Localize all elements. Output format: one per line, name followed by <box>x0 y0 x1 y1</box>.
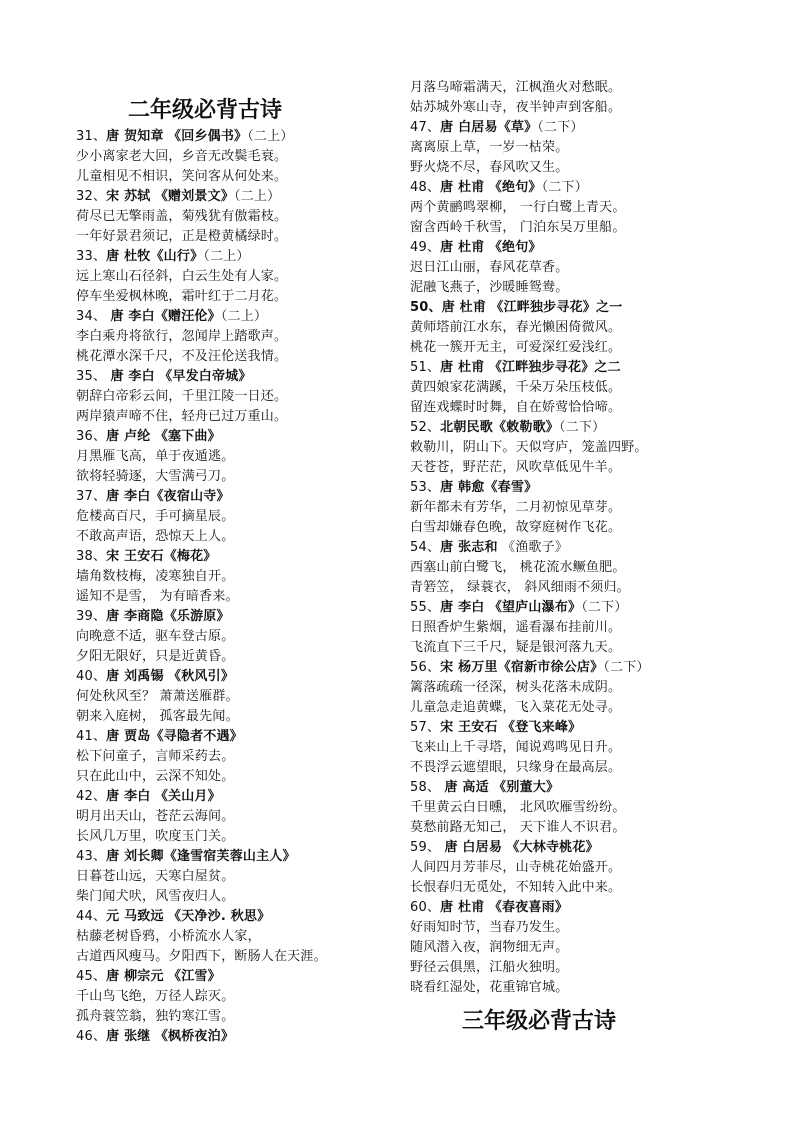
poem-line: 儿童急走追黄蝶，飞入菜花无处寻。 <box>410 700 622 715</box>
poem-line: 长风几万里，吹度玉门关。 <box>76 829 235 844</box>
poem-line: 泥融飞燕子，沙暖睡鸳鸯。 <box>410 280 569 295</box>
poem-line: 朝来入庭树， 孤客最先闻。 <box>76 709 239 724</box>
poem-line: 野径云俱黑，江船火独明。 <box>410 960 569 975</box>
poem-line: 古道西风瘦马。夕阳西下，断肠人在天涯。 <box>76 949 327 964</box>
poem-line: 白雪却嫌春色晚，故穿庭树作飞花。 <box>410 520 622 535</box>
poem-heading: 53、唐 韩愈《春雪》 <box>410 480 538 495</box>
poem-heading: 41、唐 贾岛《寻隐者不遇》 <box>76 729 243 744</box>
poem-heading: 49、唐 杜甫 《绝句》 <box>410 240 542 255</box>
poem-line: 李白乘舟将欲行，忽闻岸上踏歌声。 <box>76 329 288 344</box>
poem-line: 黄师塔前江水东，春光懒困倚微风。 <box>410 320 622 335</box>
poem-heading: 57、宋 王安石 《登飞来峰》 <box>410 720 582 735</box>
poem-line: 莫愁前路无知己， 天下谁人不识君。 <box>410 820 626 835</box>
poem-line: 千里黄云白日曛， 北风吹雁雪纷纷。 <box>410 800 626 815</box>
section-title-grade2: 二年级必背古诗 <box>128 97 283 123</box>
poem-heading: 56、宋 杨万里《宿新市徐公店》（二下） <box>410 660 650 675</box>
poem-heading: 38、宋 王安石《梅花》 <box>76 549 217 564</box>
poem-line: 随风潜入夜，润物细无声。 <box>410 940 569 955</box>
poem-heading: 44、元 马致远 《天净沙. 秋思》 <box>76 909 271 924</box>
poem-line: 停车坐爱枫林晚，霜叶红于二月花。 <box>76 289 288 304</box>
poem-line: 月落乌啼霜满天，江枫渔火对愁眠。 <box>410 80 622 95</box>
poem-line: 少小离家老大回，乡音无改鬓毛衰。 <box>76 149 288 164</box>
poem-line: 晓看红湿处，花重锦官城。 <box>410 980 569 995</box>
poem-heading: 59、 唐 白居易 《大林寺桃花》 <box>410 840 599 855</box>
poem-heading: 54、唐 张志和 《渔歌子》 <box>410 540 569 555</box>
poem-line: 飞来山上千寻塔，闻说鸡鸣见日升。 <box>410 740 622 755</box>
poem-heading: 47、唐 白居易《草》（二下） <box>410 120 584 135</box>
poem-line: 离离原上草，一岁一枯荣。 <box>410 140 569 155</box>
poem-line: 青箬笠， 绿蓑衣， 斜风细雨不须归。 <box>410 580 630 595</box>
poem-line: 孤舟蓑笠翁，独钓寒江雪。 <box>76 1009 235 1024</box>
poem-heading: 51、唐 杜甫 《江畔独步寻花》之二 <box>410 360 621 375</box>
poem-heading: 50、唐 杜甫 《江畔独步寻花》之一 <box>410 300 623 315</box>
poem-heading: 31、唐 贺知章 《回乡偶书》（二上） <box>76 129 294 144</box>
poem-line: 好雨知时节，当春乃发生。 <box>410 920 569 935</box>
poem-line: 两个黄鹂鸣翠柳， 一行白鹭上青天。 <box>410 200 626 215</box>
poem-heading: 39、唐 李商隐《乐游原》 <box>76 609 230 624</box>
poem-line: 长恨春归无觅处，不知转入此中来。 <box>410 880 622 895</box>
poem-heading: 33、唐 杜牧《山行》（二上） <box>76 249 250 264</box>
poem-line: 明月出天山，苍茫云海间。 <box>76 809 235 824</box>
poem-line: 迟日江山丽，春风花草香。 <box>410 260 569 275</box>
poem-line: 朝辞白帝彩云间，千里江陵一日还。 <box>76 389 288 404</box>
poem-line: 何处秋风至？ 萧萧送雁群。 <box>76 689 239 704</box>
poem-line: 新年都未有芳华，二月初惊见草芽。 <box>410 500 622 515</box>
poem-line: 天苍苍，野茫茫，风吹草低见牛羊。 <box>410 460 622 475</box>
poem-line: 枯藤老树昏鸦，小桥流水人家， <box>76 929 261 944</box>
poem-line: 欲将轻骑逐，大雪满弓刀。 <box>76 469 235 484</box>
poem-line: 黄四娘家花满蹊，千朵万朵压枝低。 <box>410 380 622 395</box>
poem-line: 夕阳无限好，只是近黄昏。 <box>76 649 235 664</box>
poem-line: 日照香炉生紫烟，遥看瀑布挂前川。 <box>410 620 622 635</box>
poem-line: 窗含西岭千秋雪， 门泊东吴万里船。 <box>410 220 626 235</box>
poem-heading: 34、 唐 李白《赠汪伦》（二上） <box>76 309 268 324</box>
poem-heading: 46、唐 张继 《枫桥夜泊》 <box>76 1029 235 1044</box>
poem-line: 一年好景君须记，正是橙黄橘绿时。 <box>76 229 288 244</box>
poem-heading: 52、北朝民歌《敕勒歌》（二下） <box>410 420 606 435</box>
poem-heading: 37、唐 李白《夜宿山寺》 <box>76 489 230 504</box>
poem-heading: 60、唐 杜甫 《春夜喜雨》 <box>410 900 569 915</box>
poem-line: 月黑雁飞高，单于夜遁逃。 <box>76 449 235 464</box>
poem-line: 姑苏城外寒山寺，夜半钟声到客船。 <box>410 100 622 115</box>
poem-line: 飞流直下三千尺，疑是银河落九天。 <box>410 640 622 655</box>
poem-heading: 40、唐 刘禹锡 《秋风引》 <box>76 669 235 684</box>
poem-line: 篱落疏疏一径深，树头花落未成阴。 <box>410 680 622 695</box>
poem-line: 柴门闻犬吠，风雪夜归人。 <box>76 889 235 904</box>
poem-line: 西塞山前白鹭飞， 桃花流水鳜鱼肥。 <box>410 560 626 575</box>
poem-heading: 43、唐 刘长卿《逢雪宿芙蓉山主人》 <box>76 849 296 864</box>
poem-line: 不畏浮云遮望眼，只缘身在最高层。 <box>410 760 622 775</box>
poem-line: 松下问童子，言师采药去。 <box>76 749 235 764</box>
poem-line: 人间四月芳菲尽，山寺桃花始盛开。 <box>410 860 622 875</box>
poem-line: 桃花一簇开无主，可爱深红爱浅红。 <box>410 340 622 355</box>
poem-line: 留连戏蝶时时舞，自在娇莺恰恰啼。 <box>410 400 622 415</box>
poem-heading: 32、宋 苏轼 《赠刘景文》（二上） <box>76 189 281 204</box>
poem-line: 荷尽已无擎雨盖，菊残犹有傲霜枝。 <box>76 209 288 224</box>
poem-line: 日暮苍山远，天寒白屋贫。 <box>76 869 235 884</box>
poem-line: 两岸猿声啼不住，轻舟已过万重山。 <box>76 409 288 424</box>
poem-heading: 35、 唐 李白 《早发白帝城》 <box>76 369 252 384</box>
section-title-grade3: 三年级必背古诗 <box>462 1008 617 1034</box>
poem-line: 野火烧不尽，春风吹又生。 <box>410 160 569 175</box>
poem-line: 遥知不是雪， 为有暗香来。 <box>76 589 239 604</box>
poem-line: 不敢高声语，恐惊天上人。 <box>76 529 235 544</box>
poem-line: 千山鸟飞绝，万径人踪灭。 <box>76 989 235 1004</box>
poem-heading: 42、唐 李白 《关山月》 <box>76 789 221 804</box>
poem-heading: 45、唐 柳宗元 《江雪》 <box>76 969 221 984</box>
poem-line: 墙角数枝梅，凌寒独自开。 <box>76 569 235 584</box>
poem-line: 向晚意不适，驱车登古原。 <box>76 629 235 644</box>
poem-line: 只在此山中，云深不知处。 <box>76 769 235 784</box>
poem-line: 危楼高百尺，手可摘星辰。 <box>76 509 235 524</box>
poem-heading: 36、唐 卢纶 《塞下曲》 <box>76 429 221 444</box>
poem-line: 远上寒山石径斜，白云生处有人家。 <box>76 269 288 284</box>
poem-line: 儿童相见不相识，笑问客从何处来。 <box>76 169 288 184</box>
poem-heading: 48、唐 杜甫 《绝句》（二下） <box>410 180 588 195</box>
poem-heading: 58、 唐 高适 《别董大》 <box>410 780 560 795</box>
poem-heading: 55、唐 李白 《望庐山瀑布》（二下） <box>410 600 628 615</box>
poem-line: 桃花潭水深千尺，不及汪伦送我情。 <box>76 349 288 364</box>
poem-line: 敕勒川，阴山下。天似穹庐，笼盖四野。 <box>410 440 648 455</box>
